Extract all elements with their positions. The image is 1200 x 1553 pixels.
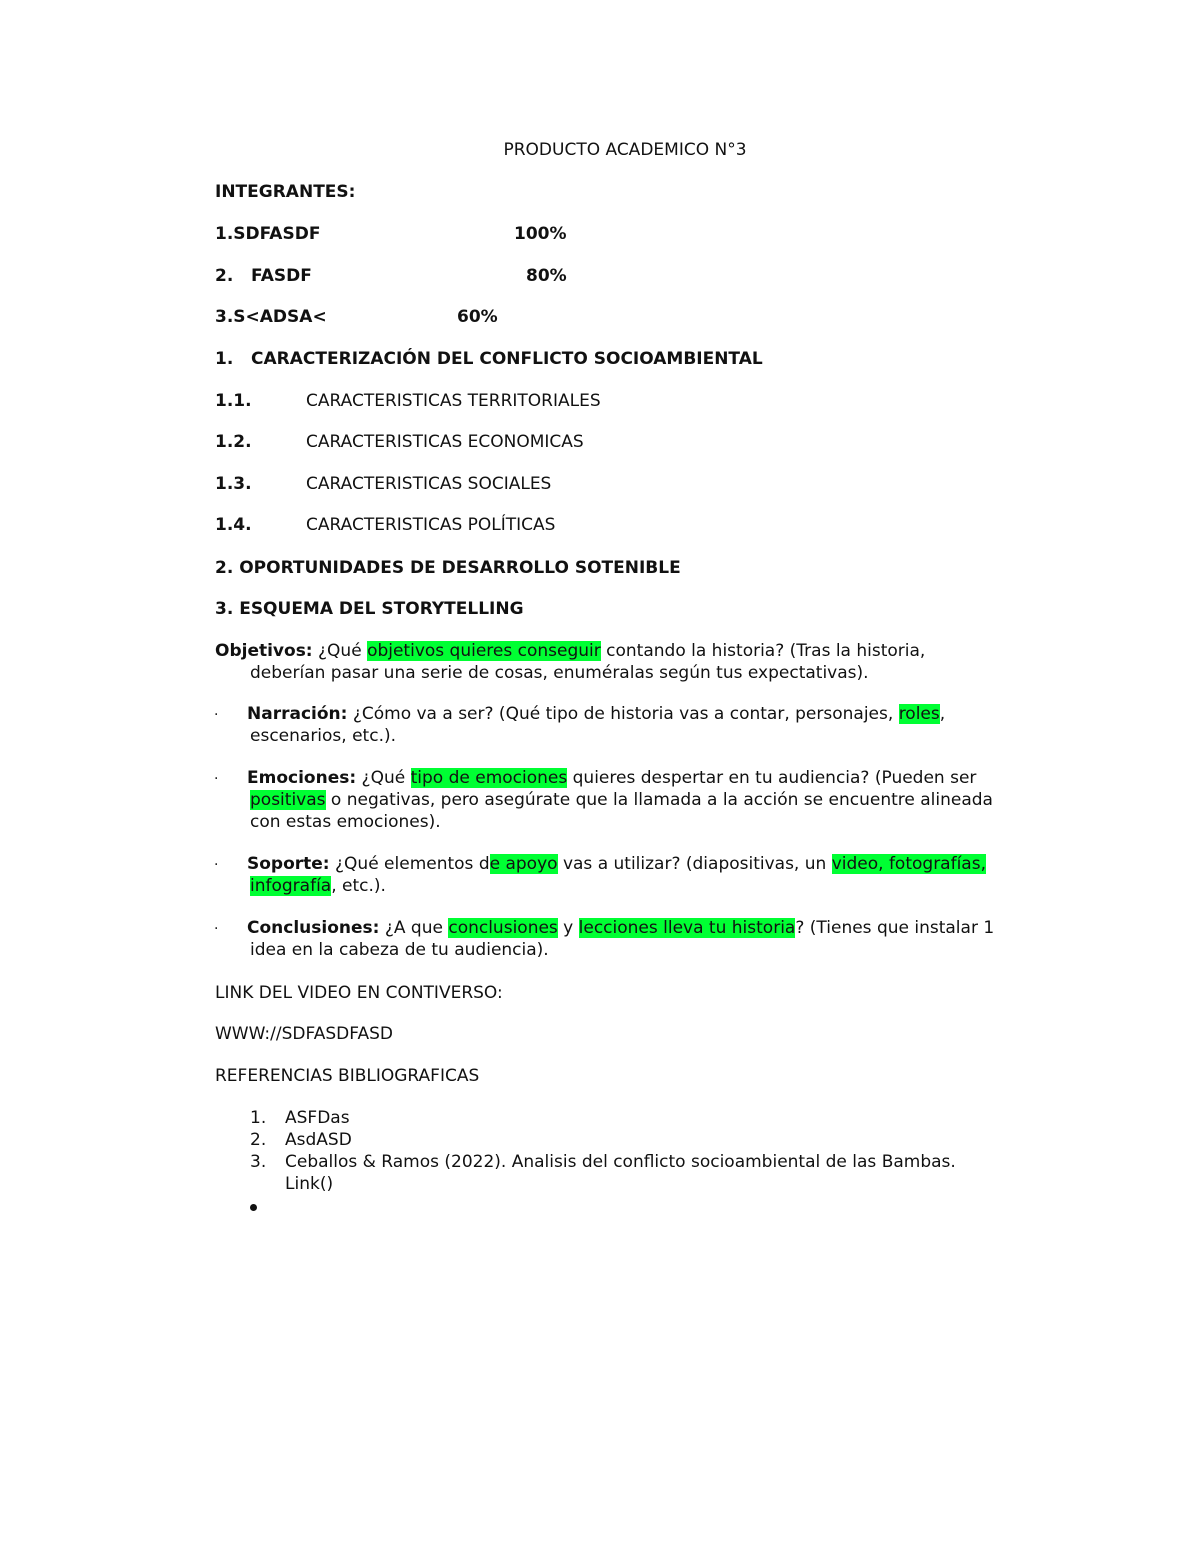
references-heading: REFERENCIAS BIBLIOGRAFICAS	[215, 1066, 480, 1086]
subsection-heading: CARACTERISTICAS POLÍTICAS	[306, 515, 556, 535]
text-run: ¿Qué	[356, 768, 411, 788]
soporte-line-2	[250, 875, 386, 897]
member-percentage: 80%	[526, 266, 567, 286]
emociones-paragraph	[247, 767, 976, 789]
bullet-marker: ·	[214, 921, 219, 937]
subsection-number: 1.4.	[215, 515, 252, 535]
narracion-line-2: escenarios, etc.).	[250, 726, 397, 746]
page-title: PRODUCTO ACADEMICO N°3	[503, 140, 747, 160]
member-percentage: 100%	[514, 224, 567, 244]
subsection-number: 1.2.	[215, 432, 252, 452]
highlighted-text: e apoyo	[489, 854, 558, 874]
soporte-paragraph	[247, 853, 986, 875]
member-percentage: 60%	[457, 307, 498, 327]
reference-item: AsdASD	[285, 1130, 352, 1150]
text-run: ¿Qué elementos d	[329, 854, 490, 874]
member-name: 3.S<ADSA<	[215, 307, 327, 327]
highlighted-text: video, fotografías,	[831, 854, 986, 874]
conclusiones-line-2: idea en la cabeza de tu audiencia).	[250, 940, 549, 960]
highlighted-text: roles	[898, 704, 940, 724]
text-run: quieres despertar en tu audiencia? (Pueden ser	[567, 768, 977, 788]
text-run: ¿Cómo va a ser? (Qué tipo de historia vas a contar, personajes,	[347, 704, 899, 724]
text-run: ¿A que	[379, 918, 449, 938]
section-heading-1: 1. CARACTERIZACIÓN DEL CONFLICTO SOCIOAMBIENTAL	[215, 349, 763, 369]
reference-number: 2.	[250, 1130, 267, 1150]
text-run: ¿Qué	[312, 641, 368, 661]
narracion-label: Narración:	[247, 704, 348, 724]
integrantes-label: INTEGRANTES:	[215, 182, 356, 202]
text-run: y	[557, 918, 579, 938]
highlighted-text: positivas	[250, 790, 326, 810]
highlighted-text: lecciones lleva tu historia	[578, 918, 796, 938]
reference-item: Ceballos & Ramos (2022). Analisis del conflicto socioambiental de las Bambas.	[285, 1152, 956, 1172]
subsection-number: 1.1.	[215, 391, 252, 411]
section-heading-2: 2. OPORTUNIDADES DE DESARROLLO SOTENIBLE	[215, 558, 681, 578]
text-run: o negativas, pero asegúrate que la llamada a la acción se encuentre alineada	[325, 790, 993, 810]
emociones-line-3: con estas emociones).	[250, 812, 441, 832]
bullet-marker: ·	[214, 771, 219, 787]
highlighted-text: infografía	[250, 876, 332, 896]
highlighted-text: objetivos quieres conseguir	[367, 641, 601, 661]
reference-number: 1.	[250, 1108, 267, 1128]
text-run: ,	[939, 704, 946, 724]
soporte-label: Soporte:	[247, 854, 330, 874]
emociones-line-2	[250, 789, 993, 811]
text-run: vas a utilizar? (diapositivas, un	[557, 854, 832, 874]
objetivos-line-2: deberían pasar una serie de cosas, enuméralas según tus expectativas).	[250, 663, 869, 683]
bullet-marker: ·	[214, 857, 219, 873]
emociones-label: Emociones:	[247, 768, 357, 788]
reference-item-line-2: Link()	[285, 1174, 334, 1194]
empty-bullet-icon	[250, 1204, 257, 1211]
subsection-number: 1.3.	[215, 474, 252, 494]
text-run: ? (Tienes que instalar 1	[795, 918, 995, 938]
video-link-label: LINK DEL VIDEO EN CONTIVERSO:	[215, 983, 503, 1003]
reference-item: ASFDas	[285, 1108, 350, 1128]
highlighted-text: tipo de emociones	[410, 768, 568, 788]
member-name: 1.SDFASDF	[215, 224, 321, 244]
objetivos-label: Objetivos:	[215, 641, 313, 661]
objetivos-paragraph	[215, 640, 925, 662]
conclusiones-label: Conclusiones:	[247, 918, 380, 938]
text-run: contando la historia? (Tras la historia,	[600, 641, 926, 661]
conclusiones-paragraph	[247, 917, 994, 939]
highlighted-text: conclusiones	[448, 918, 558, 938]
text-run: , etc.).	[331, 876, 386, 896]
subsection-heading: CARACTERISTICAS SOCIALES	[306, 474, 552, 494]
subsection-heading: CARACTERISTICAS ECONOMICAS	[306, 432, 584, 452]
section-heading-3: 3. ESQUEMA DEL STORYTELLING	[215, 599, 524, 619]
narracion-paragraph	[247, 703, 945, 725]
subsection-heading: CARACTERISTICAS TERRITORIALES	[306, 391, 601, 411]
video-link[interactable]: WWW://SDFASDFASD	[215, 1024, 393, 1044]
reference-number: 3.	[250, 1152, 267, 1172]
member-name: 2. FASDF	[215, 266, 312, 286]
bullet-marker: ·	[214, 707, 219, 723]
